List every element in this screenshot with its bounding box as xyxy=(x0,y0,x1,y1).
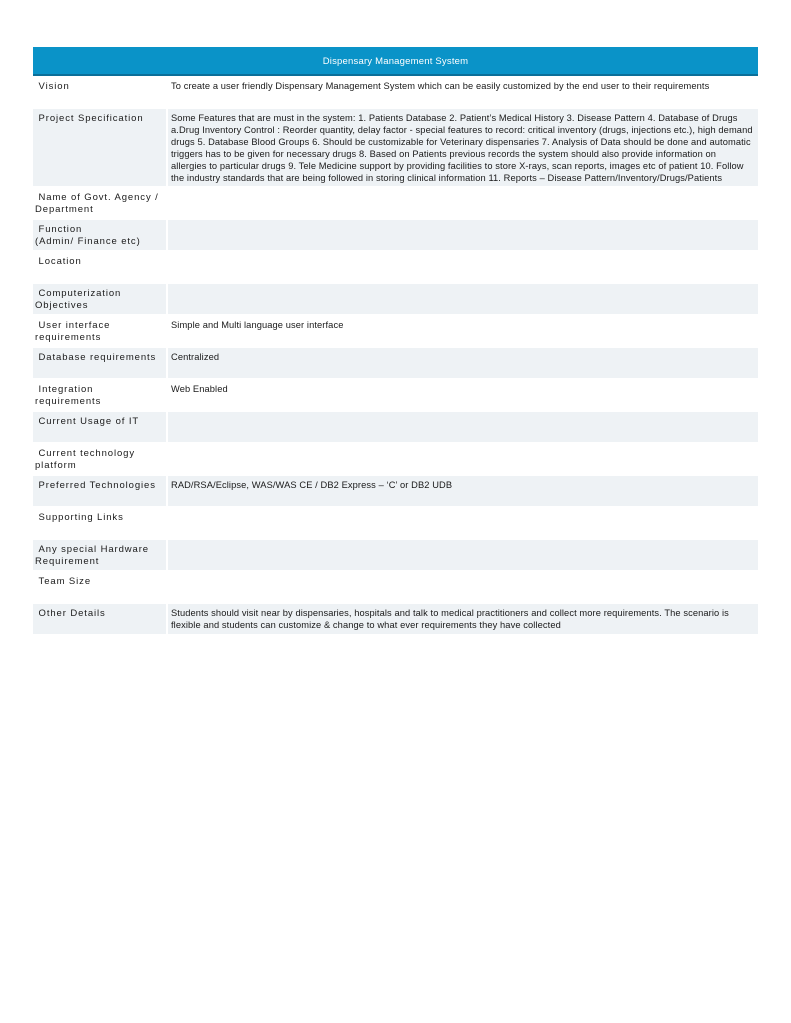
field-value xyxy=(168,444,758,474)
row-other-details xyxy=(33,604,758,634)
field-value xyxy=(168,540,758,570)
row-project-specification xyxy=(33,109,758,186)
field-label: Computerization Objectives xyxy=(33,284,166,314)
field-label: Supporting Links xyxy=(35,512,124,524)
field-value xyxy=(168,188,758,218)
field-label: Preferred Technologies xyxy=(33,476,166,506)
row-team-size xyxy=(33,572,758,602)
field-value xyxy=(168,284,758,314)
field-value xyxy=(168,412,758,442)
row-computerization-objectives xyxy=(33,284,758,314)
field-label: Current Usage of IT xyxy=(33,412,166,442)
row-current-technology xyxy=(33,444,758,474)
row-database xyxy=(33,348,758,378)
field-value: Web Enabled xyxy=(171,384,228,395)
row-supporting-links xyxy=(33,508,758,538)
field-label: Database requirements xyxy=(33,348,166,378)
field-value xyxy=(168,220,758,250)
row-vision xyxy=(33,77,758,107)
row-user-interface xyxy=(33,316,758,346)
field-value xyxy=(168,572,758,602)
row-hardware-requirement xyxy=(33,540,758,570)
field-label: Any special Hardware Requirement xyxy=(33,540,166,570)
field-value xyxy=(168,508,758,538)
document-table xyxy=(33,47,758,636)
document-title: Dispensary Management System xyxy=(33,47,758,76)
field-value: Some Features that are must in the system: 1. Patients Database 2. Patient’s Medical History 3. Disease Pattern 4. Database of Drugs a.Drug Inventory Control : Reorder quantity, delay factor - special features to record: critical inventory (drugs, injections etc.), high demand drugs 5. Database Blood Groups 6. Should be customizable for Veterinary dispensaries 7. Analysis of Data should be done and automatic triggers has to be given for necessary drugs 8. Based on Patients previous records the system should also provide information on allergies to particular drugs 9. Tele Medicine support by providing facilities to store X-rays, scan reports, images etc of patient 10. Follow the industry standards that are being followed in storing clinical information 11. Reports – Disease Pattern/Inventory/Drugs/Patients xyxy=(168,109,758,186)
field-label: User interface requirements xyxy=(35,320,114,344)
row-current-usage-it xyxy=(33,412,758,442)
field-value: Simple and Multi language user interface xyxy=(171,320,344,331)
field-label: Current technology platform xyxy=(35,448,139,472)
field-label: Function (Admin/ Finance etc) xyxy=(33,220,166,250)
field-value: To create a user friendly Dispensary Management System which can be easily customized by the end user to their requirements xyxy=(171,81,710,91)
row-function xyxy=(33,220,758,250)
row-location xyxy=(33,252,758,282)
field-label: Integration requirements xyxy=(35,384,102,408)
field-value: Students should visit near by dispensaries, hospitals and talk to medical practitioners and collect more requirements. The scenario is flexible and students can customize & change to what ever requirements they have collected xyxy=(168,604,758,634)
field-value xyxy=(168,252,758,282)
row-govt-agency xyxy=(33,188,758,218)
row-preferred-technologies xyxy=(33,476,758,506)
field-label: Project Specification xyxy=(33,109,166,186)
field-value: Centralized xyxy=(168,348,758,378)
field-label: Other Details xyxy=(33,604,166,634)
field-rows xyxy=(33,77,758,634)
field-label: Vision xyxy=(35,81,70,92)
field-value: RAD/RSA/Eclipse, WAS/WAS CE / DB2 Express – ‘C’ or DB2 UDB xyxy=(168,476,758,506)
field-label: Location xyxy=(35,256,82,268)
row-integration xyxy=(33,380,758,410)
field-label: Name of Govt. Agency / Department xyxy=(35,192,163,216)
field-label: Team Size xyxy=(35,576,91,588)
